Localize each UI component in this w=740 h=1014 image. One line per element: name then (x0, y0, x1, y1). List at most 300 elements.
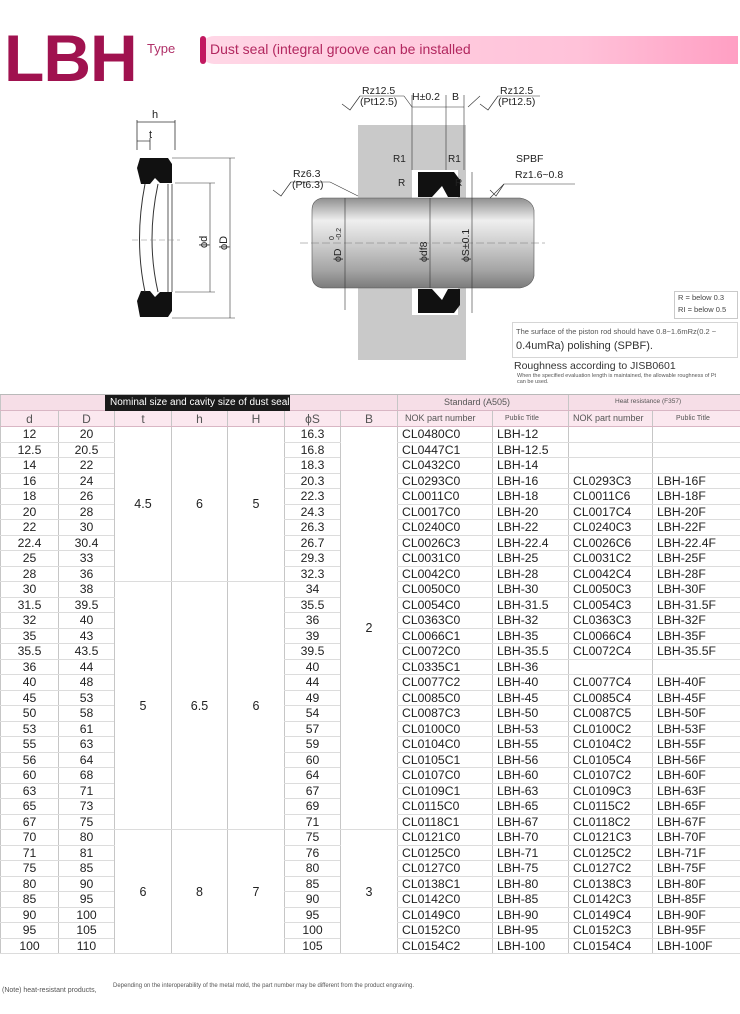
title-banner-accent (200, 36, 206, 64)
cell-std-part: CL0240C0 (398, 520, 493, 536)
dim-h-tolerance: H±0.2 (412, 91, 440, 103)
dim-phi-d: ϕd (198, 235, 210, 248)
cell-std-title: LBH-31.5 (493, 597, 569, 613)
cell-d: 40 (1, 675, 59, 691)
cell-std-part: CL0085C0 (398, 690, 493, 706)
r-note: R = below 0.3 (678, 293, 725, 302)
cell-std-part: CL0142C0 (398, 892, 493, 908)
nok-part-header-2: NOK part number (573, 413, 644, 423)
cell-D: 105 (59, 923, 115, 939)
cell-d: 28 (1, 566, 59, 582)
cell-heat-part: CL0109C3 (569, 783, 653, 799)
cell-heat-part (569, 659, 653, 675)
cell-std-title: LBH-80 (493, 876, 569, 892)
cell-heat-part: CL0050C3 (569, 582, 653, 598)
cell-heat-part: CL0072C4 (569, 644, 653, 660)
dim-phi-D: ϕD (218, 235, 230, 250)
shaft-tol-top: 0 (329, 236, 336, 240)
cell-d: 22 (1, 520, 59, 536)
cell-d: 53 (1, 721, 59, 737)
cell-D: 43 (59, 628, 115, 644)
footer-note: (Note) heat-resistant products, (2, 987, 97, 994)
cell-std-part: CL0105C1 (398, 752, 493, 768)
cell-heat-part: CL0087C5 (569, 706, 653, 722)
cell-std-part: CL0335C1 (398, 659, 493, 675)
cell-B: 3 (341, 830, 398, 954)
cell-D: 64 (59, 752, 115, 768)
cell-H: 6 (228, 582, 285, 830)
cell-d: 63 (1, 783, 59, 799)
cell-D: 58 (59, 706, 115, 722)
cell-D: 22 (59, 458, 115, 474)
cell-std-part: CL0050C0 (398, 582, 493, 598)
cell-heat-part: CL0066C4 (569, 628, 653, 644)
cell-std-title: LBH-65 (493, 799, 569, 815)
cell-D: 48 (59, 675, 115, 691)
pt-left-1: (Pt12.5) (360, 96, 398, 108)
cell-heat-title: LBH-95F (653, 923, 740, 939)
cell-d: 71 (1, 845, 59, 861)
cell-heat-title: LBH-22F (653, 520, 740, 536)
cell-std-part: CL0104C0 (398, 737, 493, 753)
cell-std-title: LBH-40 (493, 675, 569, 691)
cell-S: 24.3 (285, 504, 341, 520)
cell-S: 105 (285, 938, 341, 954)
cell-heat-part: CL0293C3 (569, 473, 653, 489)
cell-std-title: LBH-45 (493, 690, 569, 706)
column-header: B (341, 411, 398, 427)
column-header: ϕS (285, 411, 341, 427)
cell-S: 90 (285, 892, 341, 908)
column-header: t (115, 411, 172, 427)
cell-S: 39 (285, 628, 341, 644)
cell-S: 57 (285, 721, 341, 737)
cell-std-part: CL0293C0 (398, 473, 493, 489)
cell-heat-title: LBH-22.4F (653, 535, 740, 551)
cell-std-title: LBH-12 (493, 427, 569, 443)
cell-S: 26.7 (285, 535, 341, 551)
cell-d: 32 (1, 613, 59, 629)
cell-d: 90 (1, 907, 59, 923)
cell-D: 53 (59, 690, 115, 706)
cell-std-part: CL0031C0 (398, 551, 493, 567)
cell-heat-title: LBH-30F (653, 582, 740, 598)
cell-heat-title (653, 659, 740, 675)
r1-right: R1 (448, 154, 461, 165)
cell-std-title: LBH-14 (493, 458, 569, 474)
cell-std-part: CL0026C3 (398, 535, 493, 551)
cell-heat-part: CL0077C4 (569, 675, 653, 691)
cell-d: 14 (1, 458, 59, 474)
cell-std-title: LBH-67 (493, 814, 569, 830)
cell-std-title: LBH-28 (493, 566, 569, 582)
cell-S: 85 (285, 876, 341, 892)
cell-heat-title: LBH-85F (653, 892, 740, 908)
rz-left-1: Rz12.5 (362, 85, 396, 97)
roughness-note: Roughness according to JISB0601 (514, 360, 676, 372)
cell-std-part: CL0107C0 (398, 768, 493, 784)
rz-right-1: Rz12.5 (500, 85, 534, 97)
cell-S: 40 (285, 659, 341, 675)
cell-S: 16.3 (285, 427, 341, 443)
cell-D: 30 (59, 520, 115, 536)
cell-S: 54 (285, 706, 341, 722)
cell-D: 28 (59, 504, 115, 520)
cell-std-part: CL0432C0 (398, 458, 493, 474)
cell-heat-title: LBH-63F (653, 783, 740, 799)
cell-heat-title: LBH-71F (653, 845, 740, 861)
cell-d: 67 (1, 814, 59, 830)
cell-std-part: CL0149C0 (398, 907, 493, 923)
cell-d: 100 (1, 938, 59, 954)
cell-D: 39.5 (59, 597, 115, 613)
brand-logo: LBH (4, 21, 137, 95)
cell-heat-part: CL0118C2 (569, 814, 653, 830)
cell-heat-title: LBH-16F (653, 473, 740, 489)
ri-note: RI = below 0.5 (678, 305, 727, 314)
cell-heat-title: LBH-56F (653, 752, 740, 768)
cell-B: 2 (341, 427, 398, 830)
cell-d: 22.4 (1, 535, 59, 551)
cell-heat-part: CL0017C4 (569, 504, 653, 520)
table-row (1, 830, 740, 846)
cell-heat-part: CL0100C2 (569, 721, 653, 737)
cell-heat-part: CL0054C3 (569, 597, 653, 613)
cell-S: 59 (285, 737, 341, 753)
seal-cross-section (132, 109, 235, 318)
pt-63: (Pt6.3) (292, 179, 324, 191)
cell-D: 110 (59, 938, 115, 954)
cell-d: 25 (1, 551, 59, 567)
shaft-phi-D: ϕD (332, 248, 344, 262)
cell-heat-part: CL0138C3 (569, 876, 653, 892)
cell-heat-title: LBH-75F (653, 861, 740, 877)
cell-heat-part: CL0142C3 (569, 892, 653, 908)
cell-D: 33 (59, 551, 115, 567)
cell-std-title: LBH-18 (493, 489, 569, 505)
cell-heat-part (569, 442, 653, 458)
cell-heat-title (653, 442, 740, 458)
cell-std-part: CL0011C0 (398, 489, 493, 505)
cell-std-part: CL0447C1 (398, 442, 493, 458)
cell-std-title: LBH-12.5 (493, 442, 569, 458)
nok-part-header: NOK part number (405, 413, 476, 423)
cell-d: 18 (1, 489, 59, 505)
cell-std-part: CL0087C3 (398, 706, 493, 722)
cell-std-title: LBH-90 (493, 907, 569, 923)
cell-heat-part: CL0104C2 (569, 737, 653, 753)
cell-S: 35.5 (285, 597, 341, 613)
cell-std-part: CL0127C0 (398, 861, 493, 877)
public-title-header: Public Title (505, 415, 539, 422)
cell-heat-part: CL0149C4 (569, 907, 653, 923)
cell-heat-title: LBH-65F (653, 799, 740, 815)
cell-S: 32.3 (285, 566, 341, 582)
cell-H: 7 (228, 830, 285, 954)
cell-std-part: CL0017C0 (398, 504, 493, 520)
cell-t: 5 (115, 582, 172, 830)
cell-D: 90 (59, 876, 115, 892)
cell-heat-title: LBH-40F (653, 675, 740, 691)
cell-heat-title: LBH-32F (653, 613, 740, 629)
cell-heat-part: CL0363C3 (569, 613, 653, 629)
cell-heat-part: CL0031C2 (569, 551, 653, 567)
surface-note-small: The surface of the piston rod should have 0.8~1.6mRz(0.2 ~ (516, 327, 717, 336)
cell-S: 100 (285, 923, 341, 939)
cell-d: 12 (1, 427, 59, 443)
cell-heat-title: LBH-18F (653, 489, 740, 505)
cell-D: 80 (59, 830, 115, 846)
cell-S: 36 (285, 613, 341, 629)
cell-d: 80 (1, 876, 59, 892)
cell-std-title: LBH-63 (493, 783, 569, 799)
cell-heat-part: CL0240C3 (569, 520, 653, 536)
dim-h: h (152, 109, 159, 121)
cell-d: 85 (1, 892, 59, 908)
cell-std-part: CL0363C0 (398, 613, 493, 629)
column-header: H (228, 411, 285, 427)
cell-S: 22.3 (285, 489, 341, 505)
cell-D: 68 (59, 768, 115, 784)
cell-std-title: LBH-85 (493, 892, 569, 908)
r-left: R (398, 178, 406, 189)
cell-D: 85 (59, 861, 115, 877)
cell-std-part: CL0154C2 (398, 938, 493, 954)
cell-S: 49 (285, 690, 341, 706)
cell-std-title: LBH-35 (493, 628, 569, 644)
cell-d: 20 (1, 504, 59, 520)
cell-S: 44 (285, 675, 341, 691)
cell-S: 26.3 (285, 520, 341, 536)
cell-D: 38 (59, 582, 115, 598)
standard-header: Standard (A505) (444, 397, 511, 407)
cell-std-part: CL0066C1 (398, 628, 493, 644)
column-header: h (172, 411, 228, 427)
cell-S: 95 (285, 907, 341, 923)
cell-D: 73 (59, 799, 115, 815)
cell-D: 81 (59, 845, 115, 861)
cell-d: 35.5 (1, 644, 59, 660)
cell-std-part: CL0121C0 (398, 830, 493, 846)
cell-d: 95 (1, 923, 59, 939)
cell-heat-title: LBH-70F (653, 830, 740, 846)
cell-t: 6 (115, 830, 172, 954)
cell-S: 67 (285, 783, 341, 799)
cell-D: 26 (59, 489, 115, 505)
type-label: Type (147, 41, 176, 56)
cell-std-title: LBH-71 (493, 845, 569, 861)
column-header: D (59, 411, 115, 427)
cell-D: 71 (59, 783, 115, 799)
cell-std-part: CL0138C1 (398, 876, 493, 892)
cell-S: 71 (285, 814, 341, 830)
cell-std-title: LBH-30 (493, 582, 569, 598)
cell-heat-title: LBH-100F (653, 938, 740, 954)
cell-S: 29.3 (285, 551, 341, 567)
cell-std-part: CL0118C1 (398, 814, 493, 830)
cell-D: 20.5 (59, 442, 115, 458)
cell-heat-part (569, 458, 653, 474)
spbf-label: SPBF (516, 153, 544, 165)
cell-S: 64 (285, 768, 341, 784)
cell-heat-part: CL0107C2 (569, 768, 653, 784)
cell-heat-part: CL0115C2 (569, 799, 653, 815)
cell-S: 69 (285, 799, 341, 815)
cell-std-part: CL0042C0 (398, 566, 493, 582)
cell-std-title: LBH-60 (493, 768, 569, 784)
cell-S: 60 (285, 752, 341, 768)
cell-d: 75 (1, 861, 59, 877)
cell-D: 63 (59, 737, 115, 753)
dim-t: t (149, 129, 153, 141)
cell-std-title: LBH-56 (493, 752, 569, 768)
cell-heat-title: LBH-25F (653, 551, 740, 567)
cell-heat-title (653, 427, 740, 443)
cell-heat-title: LBH-67F (653, 814, 740, 830)
cell-heat-title: LBH-80F (653, 876, 740, 892)
cell-std-title: LBH-25 (493, 551, 569, 567)
cell-std-title: LBH-32 (493, 613, 569, 629)
cell-std-title: LBH-75 (493, 861, 569, 877)
cell-heat-part: CL0127C2 (569, 861, 653, 877)
dim-phi-df8: ϕdf8 (418, 241, 430, 262)
cell-S: 18.3 (285, 458, 341, 474)
cell-std-title: LBH-100 (493, 938, 569, 954)
cell-heat-part: CL0125C2 (569, 845, 653, 861)
cell-heat-title: LBH-20F (653, 504, 740, 520)
cell-h: 6.5 (172, 582, 228, 830)
cell-d: 50 (1, 706, 59, 722)
cell-heat-part: CL0152C3 (569, 923, 653, 939)
footer-text: Depending on the interoperability of the metal mold, the part number may be different from the product engraving. (113, 983, 415, 989)
cell-heat-title: LBH-28F (653, 566, 740, 582)
public-title-header-2: Public Title (676, 415, 710, 422)
cell-heat-title: LBH-35.5F (653, 644, 740, 660)
cell-S: 16.8 (285, 442, 341, 458)
installation-section (273, 85, 575, 360)
cell-heat-title: LBH-53F (653, 721, 740, 737)
cell-std-title: LBH-22.4 (493, 535, 569, 551)
cell-heat-title: LBH-60F (653, 768, 740, 784)
dim-b: B (452, 91, 460, 103)
cell-heat-title: LBH-90F (653, 907, 740, 923)
cell-std-title: LBH-55 (493, 737, 569, 753)
cell-std-title: LBH-36 (493, 659, 569, 675)
cell-S: 80 (285, 861, 341, 877)
cell-D: 36 (59, 566, 115, 582)
cell-d: 55 (1, 737, 59, 753)
cell-heat-title: LBH-45F (653, 690, 740, 706)
cell-h: 8 (172, 830, 228, 954)
rz-spbf: Rz1.6~0.8 (515, 169, 564, 181)
r-right: R (455, 178, 463, 189)
cell-std-title: LBH-16 (493, 473, 569, 489)
pt-note: When the specified evaluation length is maintained, the allowable roughness of Pt can be used. (517, 373, 717, 385)
cell-std-part: CL0480C0 (398, 427, 493, 443)
banner-title: Dust seal (integral groove can be installed (210, 41, 471, 57)
cell-D: 61 (59, 721, 115, 737)
pt-right-1: (Pt12.5) (498, 96, 536, 108)
cell-d: 12.5 (1, 442, 59, 458)
cell-D: 20 (59, 427, 115, 443)
cell-std-title: LBH-22 (493, 520, 569, 536)
cell-heat-part: CL0011C6 (569, 489, 653, 505)
radius-note-box (674, 291, 738, 319)
cell-heat-title: LBH-35F (653, 628, 740, 644)
cell-heat-part: CL0085C4 (569, 690, 653, 706)
cell-std-part: CL0054C0 (398, 597, 493, 613)
table-row (1, 427, 740, 443)
cell-heat-title: LBH-50F (653, 706, 740, 722)
cell-std-part: CL0077C2 (398, 675, 493, 691)
shaft-tol-bot: -0.2 (336, 227, 343, 240)
cell-std-part: CL0152C0 (398, 923, 493, 939)
cell-d: 31.5 (1, 597, 59, 613)
cell-std-title: LBH-53 (493, 721, 569, 737)
spec-table (0, 395, 740, 954)
cell-h: 6 (172, 427, 228, 582)
cell-std-part: CL0125C0 (398, 845, 493, 861)
cell-D: 43.5 (59, 644, 115, 660)
cell-D: 30.4 (59, 535, 115, 551)
cell-heat-part (569, 427, 653, 443)
cell-D: 95 (59, 892, 115, 908)
cell-heat-part: CL0042C4 (569, 566, 653, 582)
cell-D: 100 (59, 907, 115, 923)
cell-t: 4.5 (115, 427, 172, 582)
cell-std-title: LBH-95 (493, 923, 569, 939)
cell-S: 20.3 (285, 473, 341, 489)
cell-d: 35 (1, 628, 59, 644)
cell-heat-title: LBH-31.5F (653, 597, 740, 613)
cell-S: 75 (285, 830, 341, 846)
cell-S: 39.5 (285, 644, 341, 660)
cell-std-part: CL0072C0 (398, 644, 493, 660)
cell-heat-part: CL0026C6 (569, 535, 653, 551)
cell-S: 76 (285, 845, 341, 861)
cell-heat-title (653, 458, 740, 474)
cell-D: 44 (59, 659, 115, 675)
column-header: d (1, 411, 59, 427)
dim-phi-s: ϕS±0.1 (460, 228, 472, 262)
cell-std-title: LBH-70 (493, 830, 569, 846)
cell-H: 5 (228, 427, 285, 582)
cell-S: 34 (285, 582, 341, 598)
cell-std-title: LBH-20 (493, 504, 569, 520)
cell-heat-part: CL0105C4 (569, 752, 653, 768)
cell-heat-title: LBH-55F (653, 737, 740, 753)
cell-d: 65 (1, 799, 59, 815)
surface-note-large: 0.4umRa) polishing (SPBF). (516, 340, 653, 352)
cell-heat-part: CL0154C4 (569, 938, 653, 954)
cell-d: 30 (1, 582, 59, 598)
group-header: Nominal size and cavity size of dust seal (105, 395, 290, 411)
cell-d: 60 (1, 768, 59, 784)
cell-D: 75 (59, 814, 115, 830)
cell-d: 70 (1, 830, 59, 846)
heat-header: Heat resistance (F357) (615, 398, 682, 405)
cell-std-part: CL0100C0 (398, 721, 493, 737)
rz-63: Rz6.3 (293, 168, 321, 180)
r1-left: R1 (393, 154, 406, 165)
cell-std-title: LBH-50 (493, 706, 569, 722)
cell-d: 56 (1, 752, 59, 768)
cell-heat-part: CL0121C3 (569, 830, 653, 846)
cell-d: 16 (1, 473, 59, 489)
cell-std-part: CL0109C1 (398, 783, 493, 799)
cell-D: 24 (59, 473, 115, 489)
cell-D: 40 (59, 613, 115, 629)
